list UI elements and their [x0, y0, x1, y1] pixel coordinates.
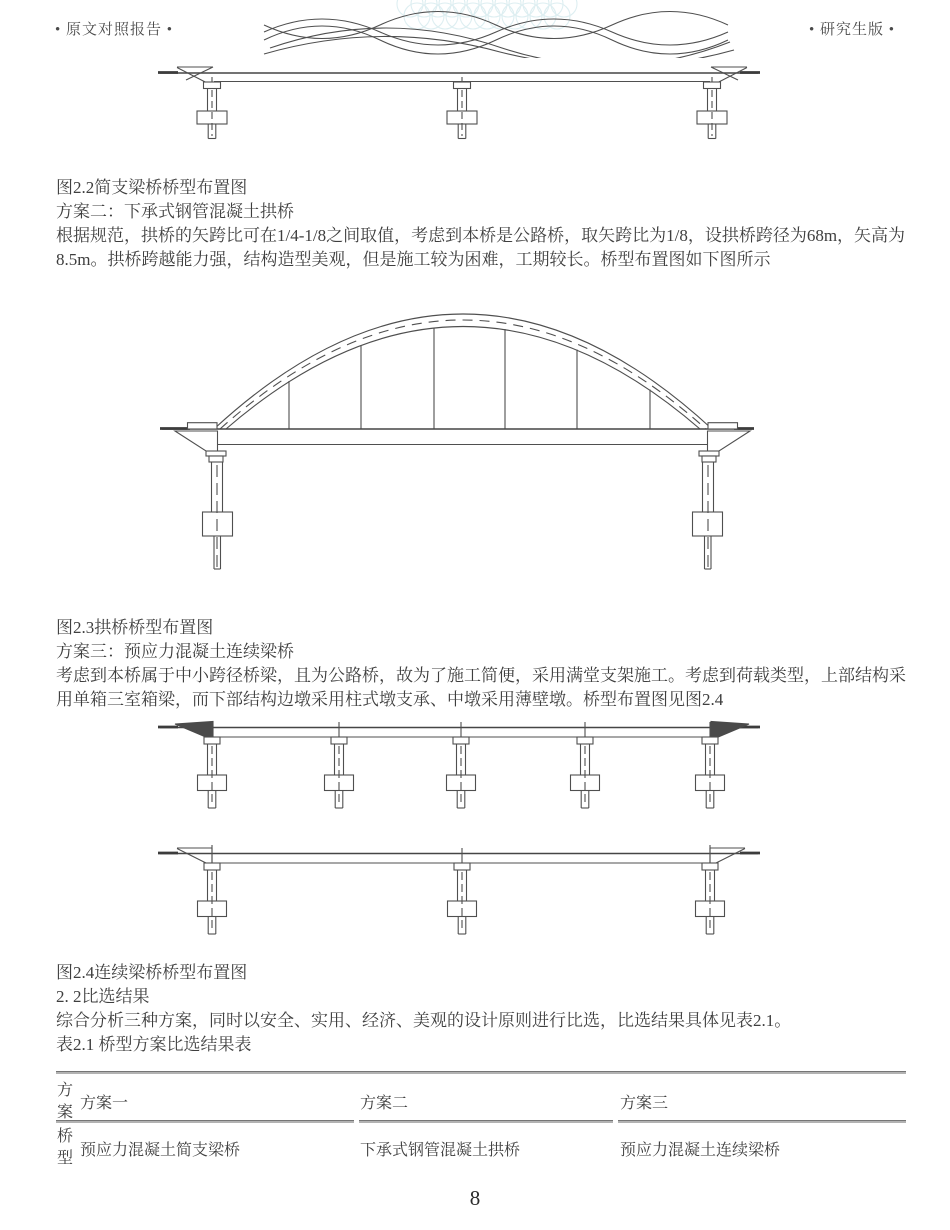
plan3-heading: 方案三：预应力混凝土连续梁桥 [56, 642, 294, 661]
fig24-caption: 图2.4连续梁桥桥型布置图 [56, 963, 248, 982]
plan2-paragraph-line-1: 根据规范，拱桥的矢跨比可在1/4-1/8之间取值，考虑到本桥是公路桥，取矢跨比为1/8，设拱桥跨径为68m，矢高为 [56, 226, 906, 245]
table-cell-scheme-2: 下承式钢管混凝土拱桥 [360, 1142, 521, 1159]
page-number: 8 [469, 1186, 481, 1210]
guilloche-watermark [262, 0, 738, 58]
table-mid-rule-segment-2 [359, 1120, 613, 1123]
figure-2-3-arch-bridge-diagram [115, 293, 785, 588]
comparison-table [56, 1071, 906, 1183]
figure-2-4-continuous-beam-diagram-upper [140, 713, 780, 818]
table-top-rule [56, 1071, 906, 1074]
header-left-label: • 原文对照报告 • [55, 22, 174, 38]
table-mid-rule-segment-3 [618, 1120, 906, 1123]
table-col-header-1: 方案一 [80, 1095, 129, 1112]
figure-2-4-continuous-beam-diagram-lower [140, 841, 780, 946]
plan3-paragraph-line-2: 用单箱三室箱梁，而下部结构边墩采用柱式墩支承、中墩采用薄壁墩。桥型布置图见图2.4 [56, 690, 724, 709]
fig23-caption: 图2.3拱桥桥型布置图 [56, 618, 214, 637]
section-2-2-heading: 2. 2比选结果 [56, 987, 150, 1006]
plan2-heading: 方案二：下承式钢管混凝土拱桥 [56, 202, 294, 221]
table-col-header-2: 方案二 [360, 1095, 409, 1112]
fig22-caption: 图2.2简支梁桥桥型布置图 [56, 178, 248, 197]
header-right-label: • 研究生版 • [808, 22, 895, 38]
figure-2-2-simple-beam-bridge-diagram [140, 58, 780, 153]
table-row-label: 桥型 [57, 1128, 74, 1167]
plan2-paragraph-line-2: 8.5m。拱桥跨越能力强，结构造型美观，但是施工较为困难，工期较长。桥型布置图如下图所示 [56, 250, 771, 269]
table-corner-label: 方案 [57, 1082, 74, 1121]
table-cell-scheme-1: 预应力混凝土简支梁桥 [80, 1142, 241, 1159]
table-2-1-caption: 表2.1 桥型方案比选结果表 [56, 1035, 252, 1054]
section-2-2-paragraph: 综合分析三种方案，同时以安全、实用、经济、美观的设计原则进行比选，比选结果具体见表2.1。 [56, 1011, 792, 1030]
table-cell-scheme-3: 预应力混凝土连续梁桥 [620, 1142, 781, 1159]
table-mid-rule-segment-1 [56, 1120, 354, 1123]
table-col-header-3: 方案三 [620, 1095, 669, 1112]
plan3-paragraph-line-1: 考虑到本桥属于中小跨径桥梁，且为公路桥，故为了施工简便，采用满堂支架施工。考虑到荷载类型，上部结构采 [56, 666, 906, 685]
